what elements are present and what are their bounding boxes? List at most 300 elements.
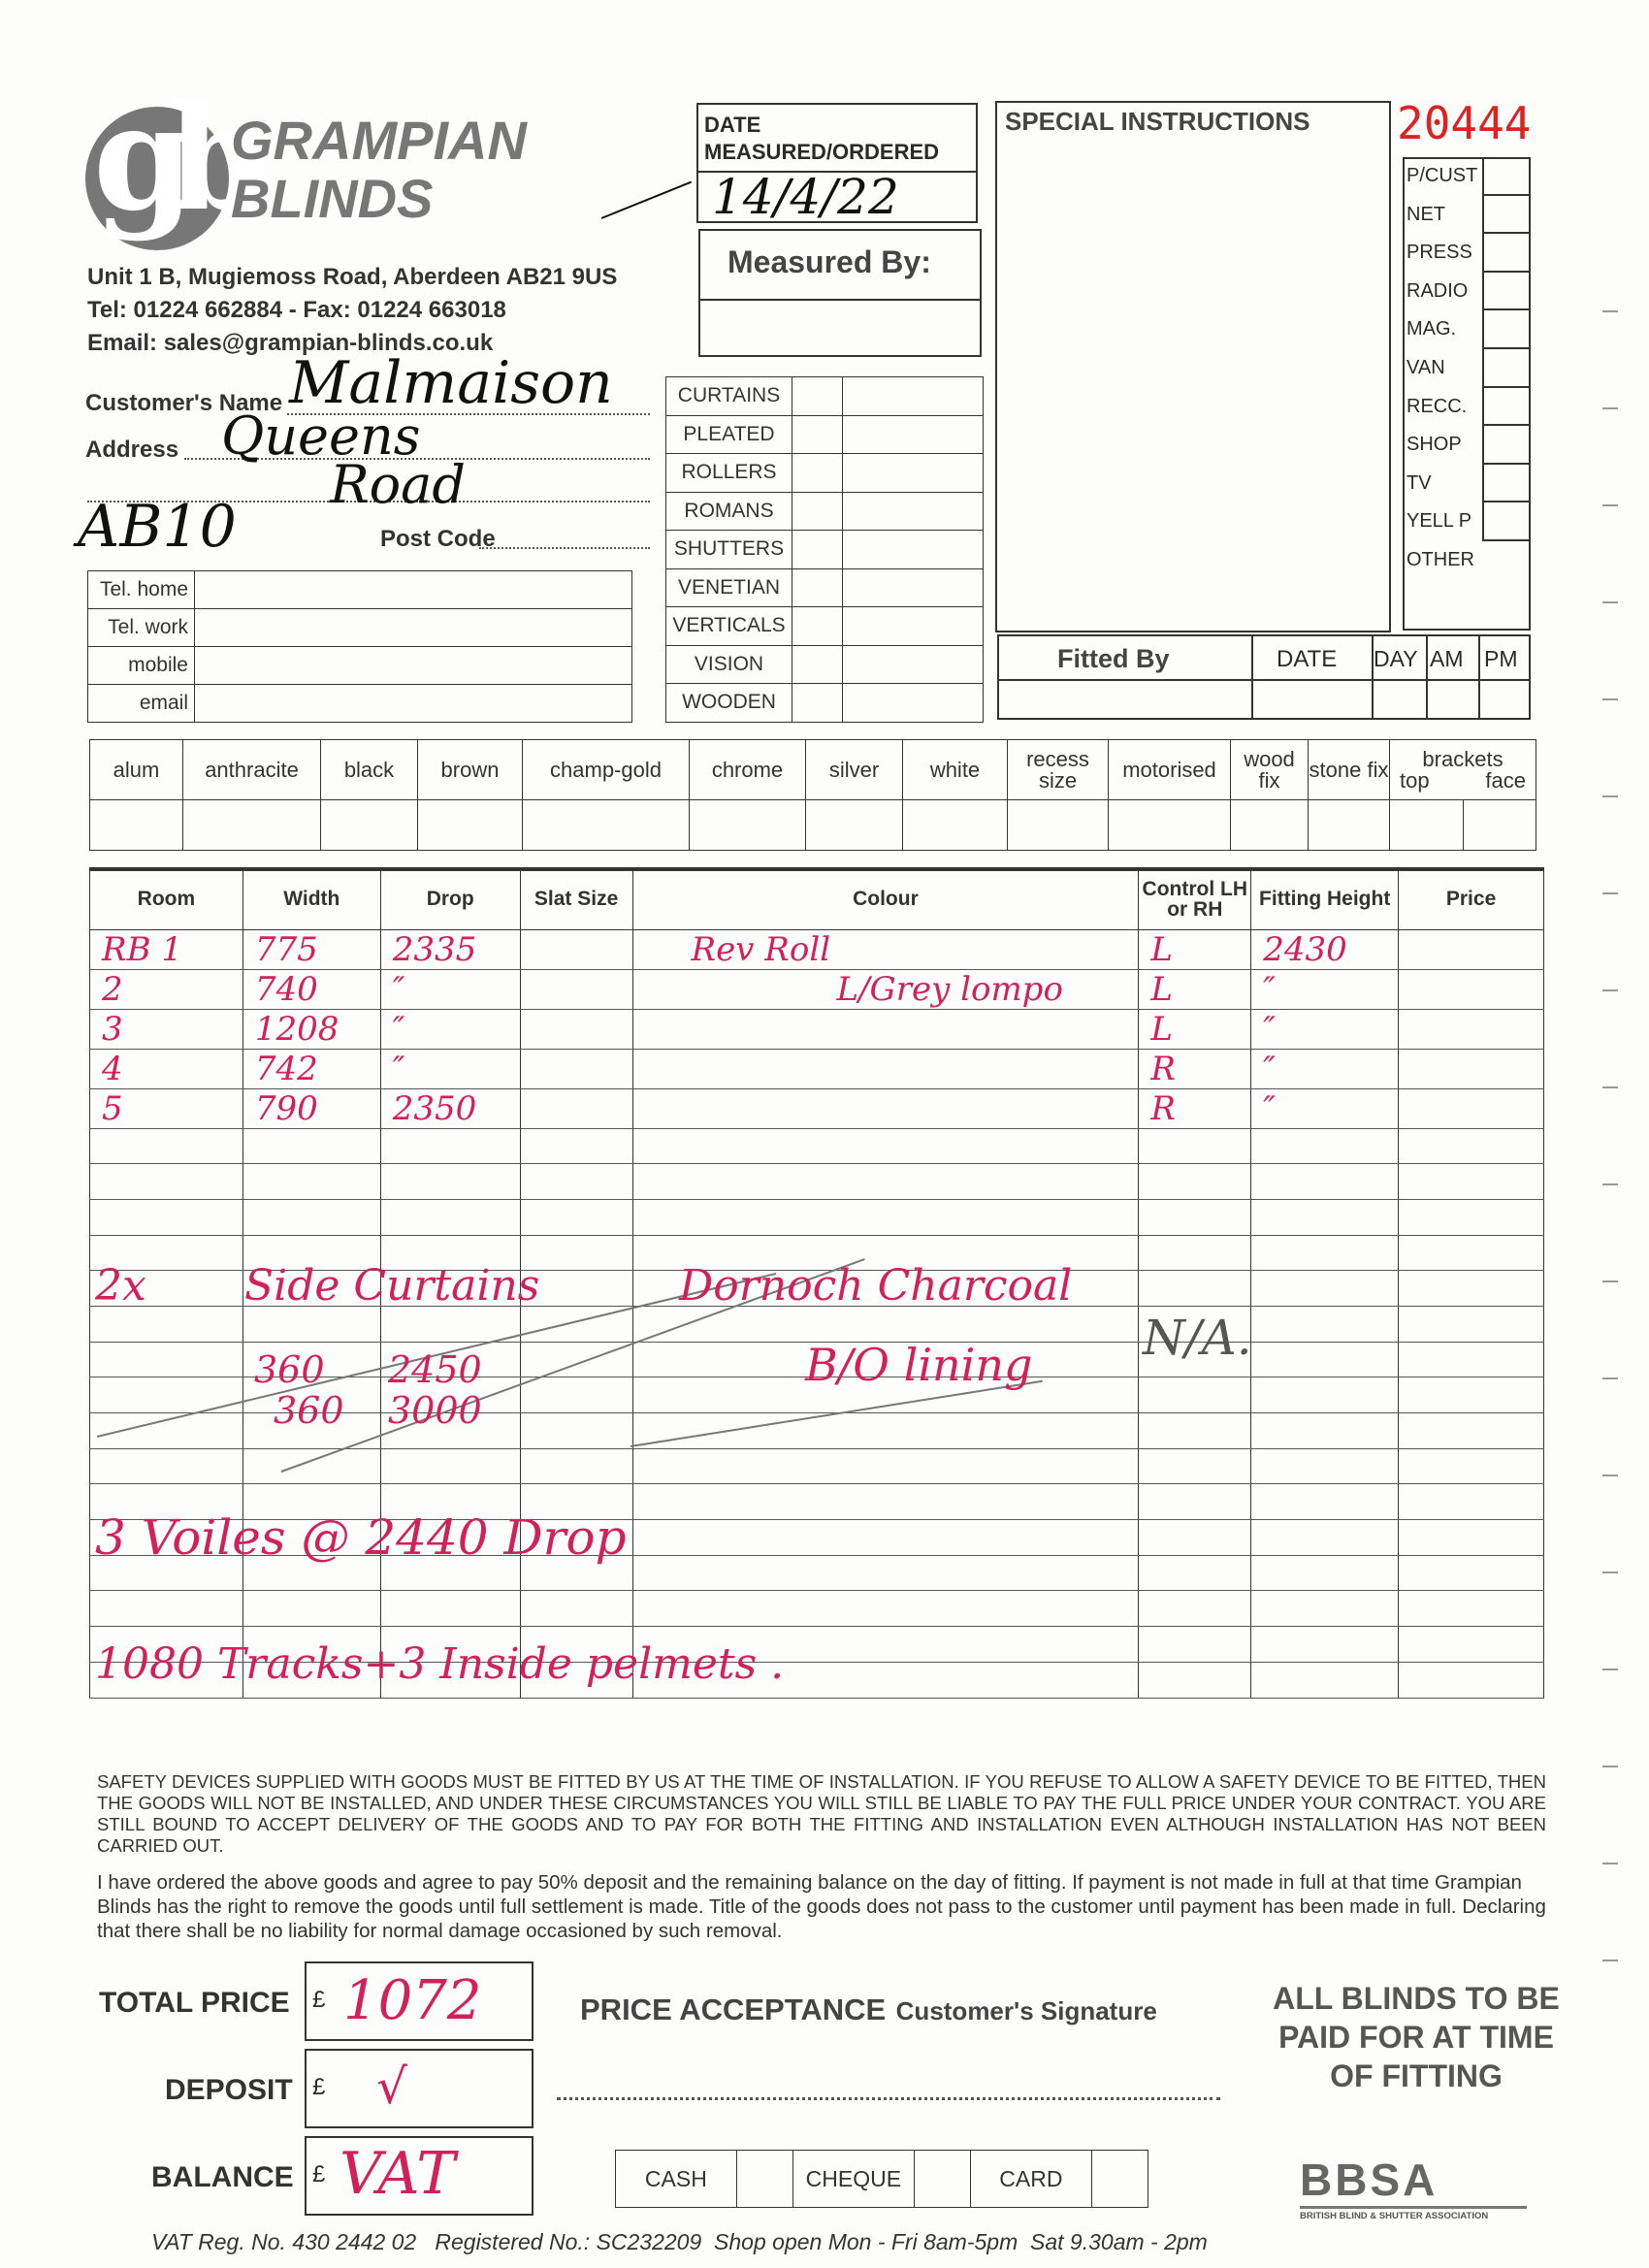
- table-cell[interactable]: Rev Roll: [632, 929, 1139, 969]
- finish-check[interactable]: [1231, 800, 1309, 851]
- table-cell[interactable]: [90, 1342, 243, 1377]
- table-cell[interactable]: [380, 1199, 520, 1235]
- source-label: OTHER: [1406, 548, 1474, 570]
- table-cell[interactable]: [520, 1088, 632, 1128]
- table-cell[interactable]: [1399, 929, 1544, 969]
- table-cell[interactable]: [632, 1306, 1139, 1342]
- contact-label: Tel. home: [88, 571, 195, 609]
- finish-check[interactable]: [1008, 800, 1109, 851]
- source-check[interactable]: [1482, 465, 1529, 503]
- source-row: [1403, 273, 1531, 311]
- address-label: Address: [85, 437, 179, 463]
- address-line2[interactable]: Road: [330, 454, 466, 515]
- price-acceptance-title: PRICE ACCEPTANCE: [580, 1993, 887, 2026]
- fitted-day-label: DAY: [1374, 646, 1418, 671]
- table-row: [90, 1591, 1544, 1627]
- fitted-date-label: DATE: [1277, 646, 1338, 672]
- table-cell[interactable]: [1139, 1235, 1251, 1271]
- table-cell[interactable]: [1251, 1235, 1399, 1271]
- source-label: RADIO: [1406, 279, 1469, 302]
- company-name-line1: GRAMPIAN: [231, 110, 527, 171]
- table-cell[interactable]: [1139, 1520, 1251, 1556]
- table-cell[interactable]: [520, 1342, 632, 1377]
- table-cell[interactable]: [242, 1199, 380, 1235]
- finish-label: alum: [90, 740, 183, 800]
- table-cell[interactable]: [632, 1164, 1139, 1200]
- table-cell[interactable]: [632, 1448, 1139, 1484]
- table-cell[interactable]: 3: [90, 1009, 243, 1049]
- curtain-drop-2: 3000: [388, 1389, 482, 1432]
- table-cell[interactable]: [632, 1199, 1139, 1235]
- table-cell[interactable]: [1399, 1164, 1544, 1200]
- brackets-label: brackets: [1422, 746, 1504, 771]
- product-qty[interactable]: [843, 607, 984, 646]
- column-header: Drop: [380, 869, 520, 929]
- product-check[interactable]: [792, 531, 843, 569]
- source-row: [1403, 157, 1531, 196]
- table-cell[interactable]: ″: [1251, 1009, 1399, 1049]
- curtain-width-2: 360: [274, 1389, 344, 1432]
- address-line1[interactable]: Queens: [221, 405, 421, 467]
- table-cell[interactable]: [380, 1306, 520, 1342]
- signature-line[interactable]: [557, 2097, 1220, 2100]
- currency-symbol: £: [312, 2161, 326, 2187]
- table-cell[interactable]: [1251, 1662, 1399, 1698]
- order-number: 20444: [1397, 97, 1532, 149]
- table-cell[interactable]: [1251, 1128, 1399, 1164]
- product-qty[interactable]: [843, 415, 984, 454]
- table-row: [90, 1049, 1544, 1088]
- table-cell[interactable]: [1251, 1413, 1399, 1449]
- source-check[interactable]: [1482, 426, 1529, 465]
- table-cell[interactable]: [1139, 1555, 1251, 1591]
- source-label: NET: [1406, 203, 1445, 225]
- price-acceptance: [580, 1993, 1157, 2027]
- product-qty[interactable]: [843, 568, 984, 607]
- product-label: WOODEN: [666, 684, 792, 723]
- table-cell[interactable]: [1251, 1520, 1399, 1556]
- product-check[interactable]: [792, 377, 843, 416]
- product-label: CURTAINS: [666, 377, 792, 416]
- table-cell[interactable]: [1251, 1199, 1399, 1235]
- deposit-label: DEPOSIT: [165, 2074, 293, 2106]
- table-cell[interactable]: ″: [1251, 969, 1399, 1009]
- contact-field[interactable]: [195, 571, 632, 609]
- finish-label: black: [321, 740, 418, 800]
- table-cell[interactable]: [380, 1448, 520, 1484]
- table-cell[interactable]: [632, 1088, 1139, 1128]
- table-cell[interactable]: 5: [90, 1088, 243, 1128]
- fitted-by-label: Fitted By: [1057, 644, 1170, 673]
- deposit-box[interactable]: [305, 2049, 534, 2128]
- table-cell[interactable]: [520, 1377, 632, 1413]
- logo-monogram: gb: [93, 73, 242, 243]
- source-row: [1403, 234, 1531, 273]
- curtain-colour: Dornoch Charcoal: [679, 1261, 1073, 1311]
- curtain-qty: 2x: [95, 1261, 146, 1311]
- table-cell[interactable]: [242, 1306, 380, 1342]
- fitted-pm-label: PM: [1484, 646, 1518, 671]
- curtain-control: N/A.: [1143, 1310, 1252, 1366]
- table-cell[interactable]: [1399, 1555, 1544, 1591]
- finish-check[interactable]: [1109, 800, 1231, 851]
- table-cell[interactable]: R: [1139, 1088, 1251, 1128]
- table-cell[interactable]: ″: [380, 1049, 520, 1088]
- deposit-value: √: [376, 2058, 407, 2115]
- table-cell[interactable]: [1399, 1627, 1544, 1663]
- table-cell[interactable]: [1139, 1627, 1251, 1663]
- table-cell[interactable]: 2335: [380, 929, 520, 969]
- payment-notice: ALL BLINDS TO BE PAID FOR AT TIME OF FITTING: [1273, 1981, 1560, 2093]
- table-cell[interactable]: [242, 1128, 380, 1164]
- product-row: [666, 684, 984, 723]
- balance-box[interactable]: [305, 2136, 534, 2216]
- measured-ordered-label: MEASURED/ORDERED: [704, 140, 940, 164]
- table-cell[interactable]: [632, 1009, 1139, 1049]
- source-row: [1403, 388, 1531, 427]
- column-header: Colour: [632, 869, 1139, 929]
- column-header: Width: [242, 869, 380, 929]
- table-cell[interactable]: RB 1: [90, 929, 243, 969]
- source-check[interactable]: [1482, 234, 1529, 273]
- table-cell[interactable]: [632, 1413, 1139, 1449]
- contact-label: mobile: [88, 647, 195, 685]
- table-cell[interactable]: [520, 1448, 632, 1484]
- column-header: Slat Size: [520, 869, 632, 929]
- product-check[interactable]: [792, 492, 843, 531]
- table-cell[interactable]: ″: [1251, 1049, 1399, 1088]
- table-cell[interactable]: [520, 1009, 632, 1049]
- source-check[interactable]: [1482, 388, 1529, 427]
- product-label: ROLLERS: [666, 454, 792, 493]
- table-cell[interactable]: [1399, 1377, 1544, 1413]
- table-cell[interactable]: 790: [242, 1088, 380, 1128]
- product-row: [666, 568, 984, 607]
- contact-field[interactable]: [195, 647, 632, 685]
- table-cell[interactable]: [520, 969, 632, 1009]
- table-cell[interactable]: [90, 1448, 243, 1484]
- bbsa-logo-text: BBSA: [1300, 2155, 1439, 2205]
- customer-name-label: Customer's Name: [85, 390, 283, 416]
- finish-label: silver: [806, 740, 903, 800]
- source-check[interactable]: [1482, 273, 1529, 311]
- table-row: [90, 1088, 1544, 1128]
- table-cell[interactable]: [632, 1128, 1139, 1164]
- product-label: VENETIAN: [666, 568, 792, 607]
- product-row: [666, 607, 984, 646]
- product-label: VERTICALS: [666, 607, 792, 646]
- table-cell[interactable]: [1399, 1235, 1544, 1271]
- source-row: [1403, 465, 1531, 503]
- finish-label: recess size: [1008, 740, 1109, 800]
- payment-checkbox[interactable]: [914, 2151, 970, 2208]
- bbsa-logo-icon: [1300, 2154, 1527, 2221]
- contact-row: [88, 647, 632, 685]
- table-cell[interactable]: [1251, 1306, 1399, 1342]
- table-cell[interactable]: [90, 1306, 243, 1342]
- finish-label: anthracite: [183, 740, 321, 800]
- contact-table: [87, 570, 632, 723]
- table-cell[interactable]: ″: [1251, 1088, 1399, 1128]
- finish-label: motorised: [1109, 740, 1231, 800]
- product-row: [666, 492, 984, 531]
- lining-note: B/O lining: [805, 1339, 1033, 1391]
- finish-check[interactable]: [418, 800, 523, 851]
- brackets-cell: [1390, 740, 1536, 800]
- table-cell[interactable]: [632, 1591, 1139, 1627]
- table-cell[interactable]: [632, 1520, 1139, 1556]
- table-cell[interactable]: [520, 929, 632, 969]
- product-label: ROMANS: [666, 492, 792, 531]
- table-cell[interactable]: L: [1139, 969, 1251, 1009]
- product-check[interactable]: [792, 568, 843, 607]
- source-row: [1403, 196, 1531, 235]
- table-cell[interactable]: [380, 1164, 520, 1200]
- table-cell[interactable]: [1139, 1271, 1251, 1307]
- table-cell[interactable]: [1139, 1662, 1251, 1698]
- contact-row: [88, 571, 632, 609]
- table-row: [90, 1164, 1544, 1200]
- finish-check[interactable]: [690, 800, 806, 851]
- source-check[interactable]: [1482, 502, 1529, 541]
- table-cell[interactable]: 2: [90, 969, 243, 1009]
- tracks-note: 1080 Tracks+3 Inside pelmets .: [95, 1639, 785, 1689]
- signature-label: Customer's Signature: [895, 1996, 1157, 2025]
- product-check[interactable]: [792, 607, 843, 646]
- table-cell[interactable]: [1251, 1271, 1399, 1307]
- product-label: SHUTTERS: [666, 531, 792, 569]
- table-cell[interactable]: [1399, 1520, 1544, 1556]
- total-price-label: TOTAL PRICE: [99, 1987, 290, 2019]
- product-qty[interactable]: [843, 454, 984, 493]
- payment-checkbox[interactable]: [1091, 2151, 1148, 2208]
- order-header-row: [90, 869, 1544, 929]
- table-cell[interactable]: [520, 1413, 632, 1449]
- table-cell[interactable]: [520, 1164, 632, 1200]
- table-cell[interactable]: ″: [380, 969, 520, 1009]
- source-label: MAG.: [1406, 318, 1457, 340]
- column-header: Fitting Height: [1251, 869, 1399, 929]
- special-instructions-label: SPECIAL INSTRUCTIONS: [1005, 107, 1310, 136]
- table-cell[interactable]: 740: [242, 969, 380, 1009]
- table-cell[interactable]: [1399, 1413, 1544, 1449]
- table-cell[interactable]: [1399, 1306, 1544, 1342]
- curtain-width-1: 360: [254, 1348, 325, 1391]
- date-label: DATE: [704, 113, 761, 137]
- voiles-note: 3 Voiles @ 2440 Drop: [95, 1509, 627, 1566]
- table-cell[interactable]: [1399, 1271, 1544, 1307]
- footer-info: VAT Reg. No. 430 2442 02 Registered No.: SC232209 Shop open Mon - Fri 8am-5pm Sat 9.30am - 2pm: [151, 2229, 1208, 2254]
- product-qty[interactable]: [843, 531, 984, 569]
- finishes-table: [89, 739, 1536, 851]
- table-cell[interactable]: [242, 1591, 380, 1627]
- product-qty[interactable]: [843, 377, 984, 416]
- product-row: [666, 454, 984, 493]
- product-qty[interactable]: [843, 645, 984, 684]
- table-cell[interactable]: [1139, 1377, 1251, 1413]
- source-label: P/CUST: [1406, 165, 1478, 186]
- table-cell[interactable]: [1399, 1662, 1544, 1698]
- source-row: [1403, 426, 1531, 465]
- table-cell[interactable]: [1399, 1128, 1544, 1164]
- product-row: [666, 377, 984, 416]
- source-label: RECC.: [1406, 395, 1468, 417]
- finish-label: brown: [418, 740, 523, 800]
- table-cell[interactable]: [1139, 1413, 1251, 1449]
- source-list: [1403, 157, 1531, 580]
- table-cell[interactable]: [1139, 1164, 1251, 1200]
- company-address: Unit 1 B, Mugiemoss Road, Aberdeen AB21 9US: [87, 264, 618, 290]
- table-cell[interactable]: ″: [380, 1009, 520, 1049]
- table-cell[interactable]: [520, 1128, 632, 1164]
- source-check[interactable]: [1482, 157, 1529, 196]
- product-check[interactable]: [792, 454, 843, 493]
- payment-method-label: CARD: [970, 2151, 1091, 2208]
- finish-check[interactable]: [1309, 800, 1390, 851]
- payment-checkbox[interactable]: [736, 2151, 792, 2208]
- table-cell[interactable]: [380, 1128, 520, 1164]
- contact-label: email: [88, 685, 195, 723]
- table-cell[interactable]: [1399, 1591, 1544, 1627]
- table-cell[interactable]: [1139, 1128, 1251, 1164]
- contact-label: Tel. work: [88, 609, 195, 647]
- table-cell[interactable]: [632, 1049, 1139, 1088]
- finish-label: stone fix: [1309, 740, 1390, 800]
- contact-field[interactable]: [195, 685, 632, 723]
- date-value[interactable]: 14/4/22: [712, 169, 899, 225]
- table-cell[interactable]: 1208: [242, 1009, 380, 1049]
- postcode-label: Post Code: [380, 526, 496, 552]
- column-header: Room: [90, 869, 243, 929]
- source-label: YELL P: [1406, 510, 1472, 533]
- measured-by-label: Measured By:: [728, 244, 931, 279]
- product-check[interactable]: [792, 684, 843, 723]
- table-row: [90, 969, 1544, 1009]
- table-cell[interactable]: [1139, 1199, 1251, 1235]
- total-price-box[interactable]: [305, 1961, 534, 2041]
- company-name-line2: BLINDS: [231, 168, 434, 229]
- finish-check[interactable]: [903, 800, 1008, 851]
- product-row: [666, 645, 984, 684]
- table-cell[interactable]: [1251, 1591, 1399, 1627]
- fitted-am-label: AM: [1430, 646, 1464, 671]
- contact-field[interactable]: [195, 609, 632, 647]
- bracket-top-check[interactable]: [1390, 800, 1464, 851]
- table-cell[interactable]: [1399, 1342, 1544, 1377]
- table-cell[interactable]: [1251, 1448, 1399, 1484]
- table-row: [90, 1009, 1544, 1049]
- fitted-by-box: [997, 634, 1531, 720]
- table-cell[interactable]: [380, 1591, 520, 1627]
- finish-check[interactable]: [90, 800, 183, 851]
- table-cell[interactable]: [1399, 1484, 1544, 1520]
- contact-row: [88, 685, 632, 723]
- table-cell[interactable]: L: [1139, 929, 1251, 969]
- table-cell[interactable]: [1399, 1199, 1544, 1235]
- source-check[interactable]: [1482, 349, 1529, 388]
- agreement-terms: I have ordered the above goods and agree to pay 50% deposit and the remaining balance on the day of fitting. If payment is not made in full at that time Grampian Blinds has the right to remove the goods until full settlement is made. Title of the goods does not pass to the customer until payment has been made in full. Declaring that there shall be no liability for normal damage occasioned by such removal.: [97, 1871, 1546, 1942]
- bracket-face-check[interactable]: [1463, 800, 1536, 851]
- product-check[interactable]: [792, 645, 843, 684]
- table-cell[interactable]: [1139, 1484, 1251, 1520]
- table-cell[interactable]: [1399, 1009, 1544, 1049]
- table-cell[interactable]: [1251, 1555, 1399, 1591]
- table-cell[interactable]: [1251, 1484, 1399, 1520]
- table-row: [90, 1128, 1544, 1164]
- column-header: Control LH or RH: [1139, 869, 1251, 929]
- table-cell[interactable]: [520, 1049, 632, 1088]
- logo-icon: [85, 73, 242, 250]
- table-cell[interactable]: [90, 1164, 243, 1200]
- table-cell[interactable]: 4: [90, 1049, 243, 1088]
- finish-check[interactable]: [523, 800, 690, 851]
- product-row: [666, 531, 984, 569]
- products-table: [665, 376, 984, 723]
- date-measured-box: [696, 103, 978, 223]
- table-cell[interactable]: [1399, 1088, 1544, 1128]
- source-check[interactable]: [1482, 310, 1529, 349]
- table-cell[interactable]: [1399, 1049, 1544, 1088]
- finish-check[interactable]: [806, 800, 903, 851]
- table-cell[interactable]: [1399, 1448, 1544, 1484]
- finish-label: chrome: [690, 740, 806, 800]
- table-cell[interactable]: R: [1139, 1049, 1251, 1088]
- source-row: [1403, 541, 1531, 580]
- table-cell[interactable]: [1399, 969, 1544, 1009]
- curtain-item: Side Curtains: [244, 1261, 540, 1311]
- source-label: TV: [1406, 471, 1432, 494]
- table-cell[interactable]: 2350: [380, 1088, 520, 1128]
- table-cell[interactable]: [520, 1199, 632, 1235]
- table-cell[interactable]: [632, 1484, 1139, 1520]
- customer-name-value[interactable]: Malmaison: [289, 349, 613, 417]
- table-cell[interactable]: L: [1139, 1009, 1251, 1049]
- finish-check[interactable]: [321, 800, 418, 851]
- table-cell[interactable]: 775: [242, 929, 380, 969]
- table-cell[interactable]: [90, 1128, 243, 1164]
- table-row: [90, 929, 1544, 969]
- table-cell[interactable]: L/Grey lompo: [632, 969, 1139, 1009]
- table-cell[interactable]: [1139, 1448, 1251, 1484]
- table-cell[interactable]: 2430: [1251, 929, 1399, 969]
- currency-symbol: £: [312, 2074, 326, 2100]
- table-cell[interactable]: [1251, 1342, 1399, 1377]
- table-cell[interactable]: 742: [242, 1049, 380, 1088]
- product-qty[interactable]: [843, 684, 984, 723]
- table-cell[interactable]: [1251, 1377, 1399, 1413]
- payment-method-label: CASH: [616, 2151, 737, 2208]
- table-cell[interactable]: [520, 1591, 632, 1627]
- product-check[interactable]: [792, 415, 843, 454]
- table-cell[interactable]: [632, 1555, 1139, 1591]
- table-cell[interactable]: [90, 1591, 243, 1627]
- table-cell[interactable]: [1139, 1591, 1251, 1627]
- table-cell[interactable]: [1251, 1627, 1399, 1663]
- postcode-value[interactable]: AB10: [78, 493, 237, 561]
- brackets-top-label: top: [1400, 767, 1430, 793]
- table-row: [90, 1448, 1544, 1484]
- balance-label: BALANCE: [151, 2161, 294, 2193]
- source-check[interactable]: [1482, 196, 1529, 235]
- table-cell[interactable]: [90, 1199, 243, 1235]
- finish-check[interactable]: [183, 800, 321, 851]
- table-cell[interactable]: [242, 1164, 380, 1200]
- brackets-face-label: face: [1485, 767, 1526, 793]
- product-qty[interactable]: [843, 492, 984, 531]
- table-cell[interactable]: [1251, 1164, 1399, 1200]
- table-cell[interactable]: [242, 1448, 380, 1484]
- source-row: [1403, 502, 1531, 541]
